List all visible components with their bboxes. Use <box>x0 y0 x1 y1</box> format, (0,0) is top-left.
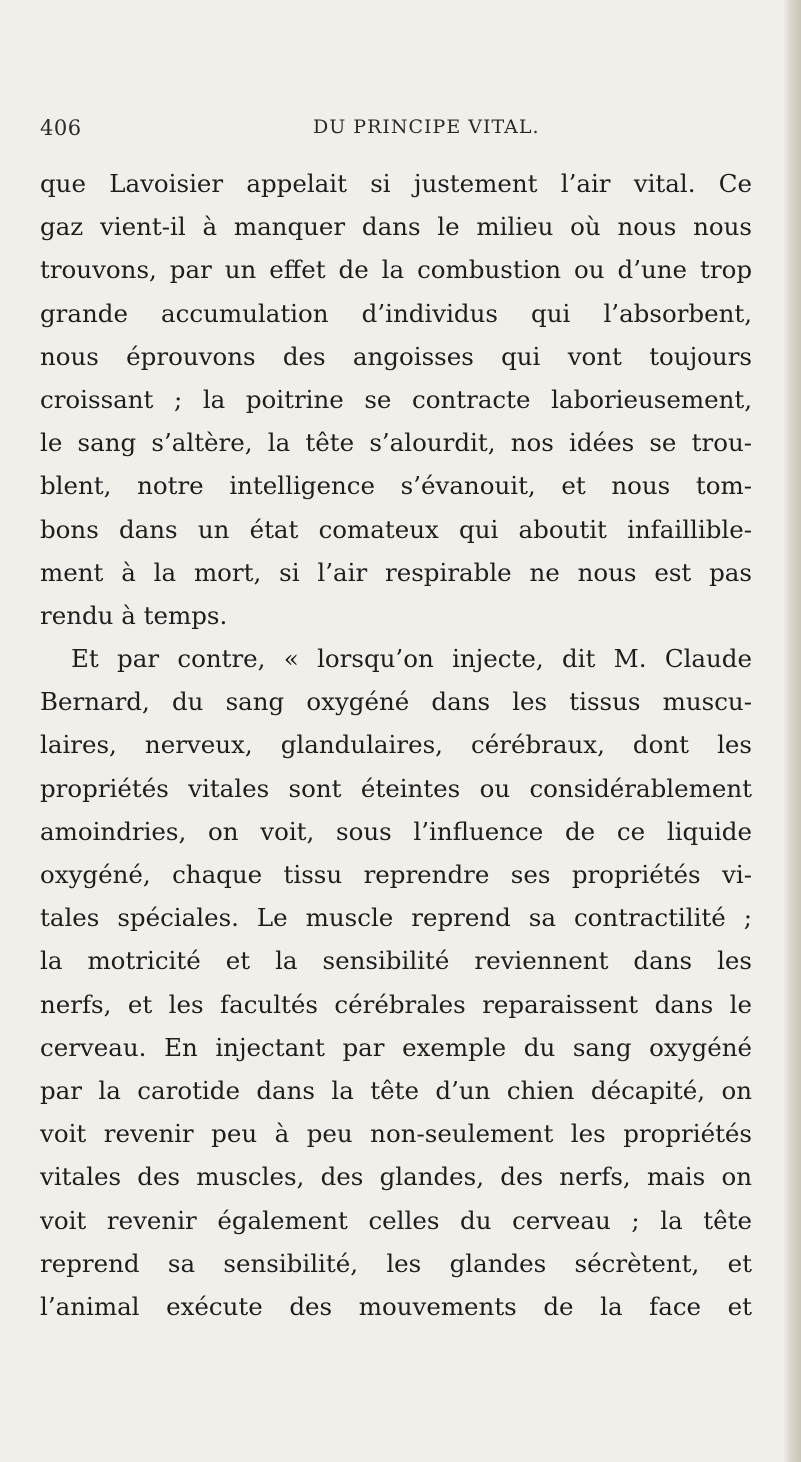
text-line: reprend sa sensibilité, les glandes sécrètent, et <box>40 1248 752 1278</box>
text-line: gaz vient-il à manquer dans le milieu où nous nous <box>40 212 752 242</box>
text-line: croissant ; la poitrine se contracte laborieusement, <box>40 384 752 414</box>
text-line: rendu à temps. <box>40 600 228 630</box>
text-line: laires, nerveux, glandulaires, cérébraux, dont les <box>40 730 752 760</box>
text-line: blent, notre intelligence s’évanouit, et nous tom- <box>40 471 752 501</box>
text-line: Et par contre, « lorsqu’on injecte, dit M. Claude <box>71 644 752 674</box>
text-line: par la carotide dans la tête d’un chien décapité, on <box>40 1075 752 1105</box>
text-line: voit revenir également celles du cerveau ; la tête <box>40 1205 752 1235</box>
text-line: nous éprouvons des angoisses qui vont toujours <box>40 341 752 371</box>
text-line: grande accumulation d’individus qui l’absorbent, <box>40 298 752 328</box>
text-line: la motricité et la sensibilité reviennent dans les <box>40 946 752 976</box>
text-line: propriétés vitales sont éteintes ou considérablement <box>40 773 752 803</box>
text-line: cerveau. En injectant par exemple du sang oxygéné <box>40 1032 752 1062</box>
text-line: tales spéciales. Le muscle reprend sa contractilité ; <box>40 903 752 933</box>
text-line: amoindries, on voit, sous l’influence de ce liquide <box>40 816 752 846</box>
text-line: vitales des muscles, des glandes, des nerfs, mais on <box>40 1162 752 1192</box>
text-line: bons dans un état comateux qui aboutit infaillible- <box>40 514 752 544</box>
running-head <box>40 116 752 146</box>
text-line: oxygéné, chaque tissu reprendre ses propriétés vi- <box>40 860 752 889</box>
text-line: voit revenir peu à peu non-seulement les propriétés <box>40 1119 752 1149</box>
text-line: ment à la mort, si l’air respirable ne nous est pas <box>40 557 752 587</box>
text-line: que Lavoisier appelait si justement l’air vital. Ce <box>40 169 752 198</box>
page-number: 406 <box>40 116 82 140</box>
text-line: trouvons, par un effet de la combustion ou d’une trop <box>40 255 752 285</box>
text-line: nerfs, et les facultés cérébrales reparaissent dans le <box>40 989 752 1019</box>
text-line: l’animal exécute des mouvements de la face et <box>40 1291 752 1321</box>
text-line: le sang s’altère, la tête s’alourdit, nos idées se trou- <box>40 428 752 458</box>
body-text <box>40 162 752 1328</box>
running-title: DU PRINCIPE VITAL. <box>313 116 540 138</box>
page-edge-shadow <box>783 0 801 1462</box>
text-line: Bernard, du sang oxygéné dans les tissus muscu- <box>40 687 752 717</box>
